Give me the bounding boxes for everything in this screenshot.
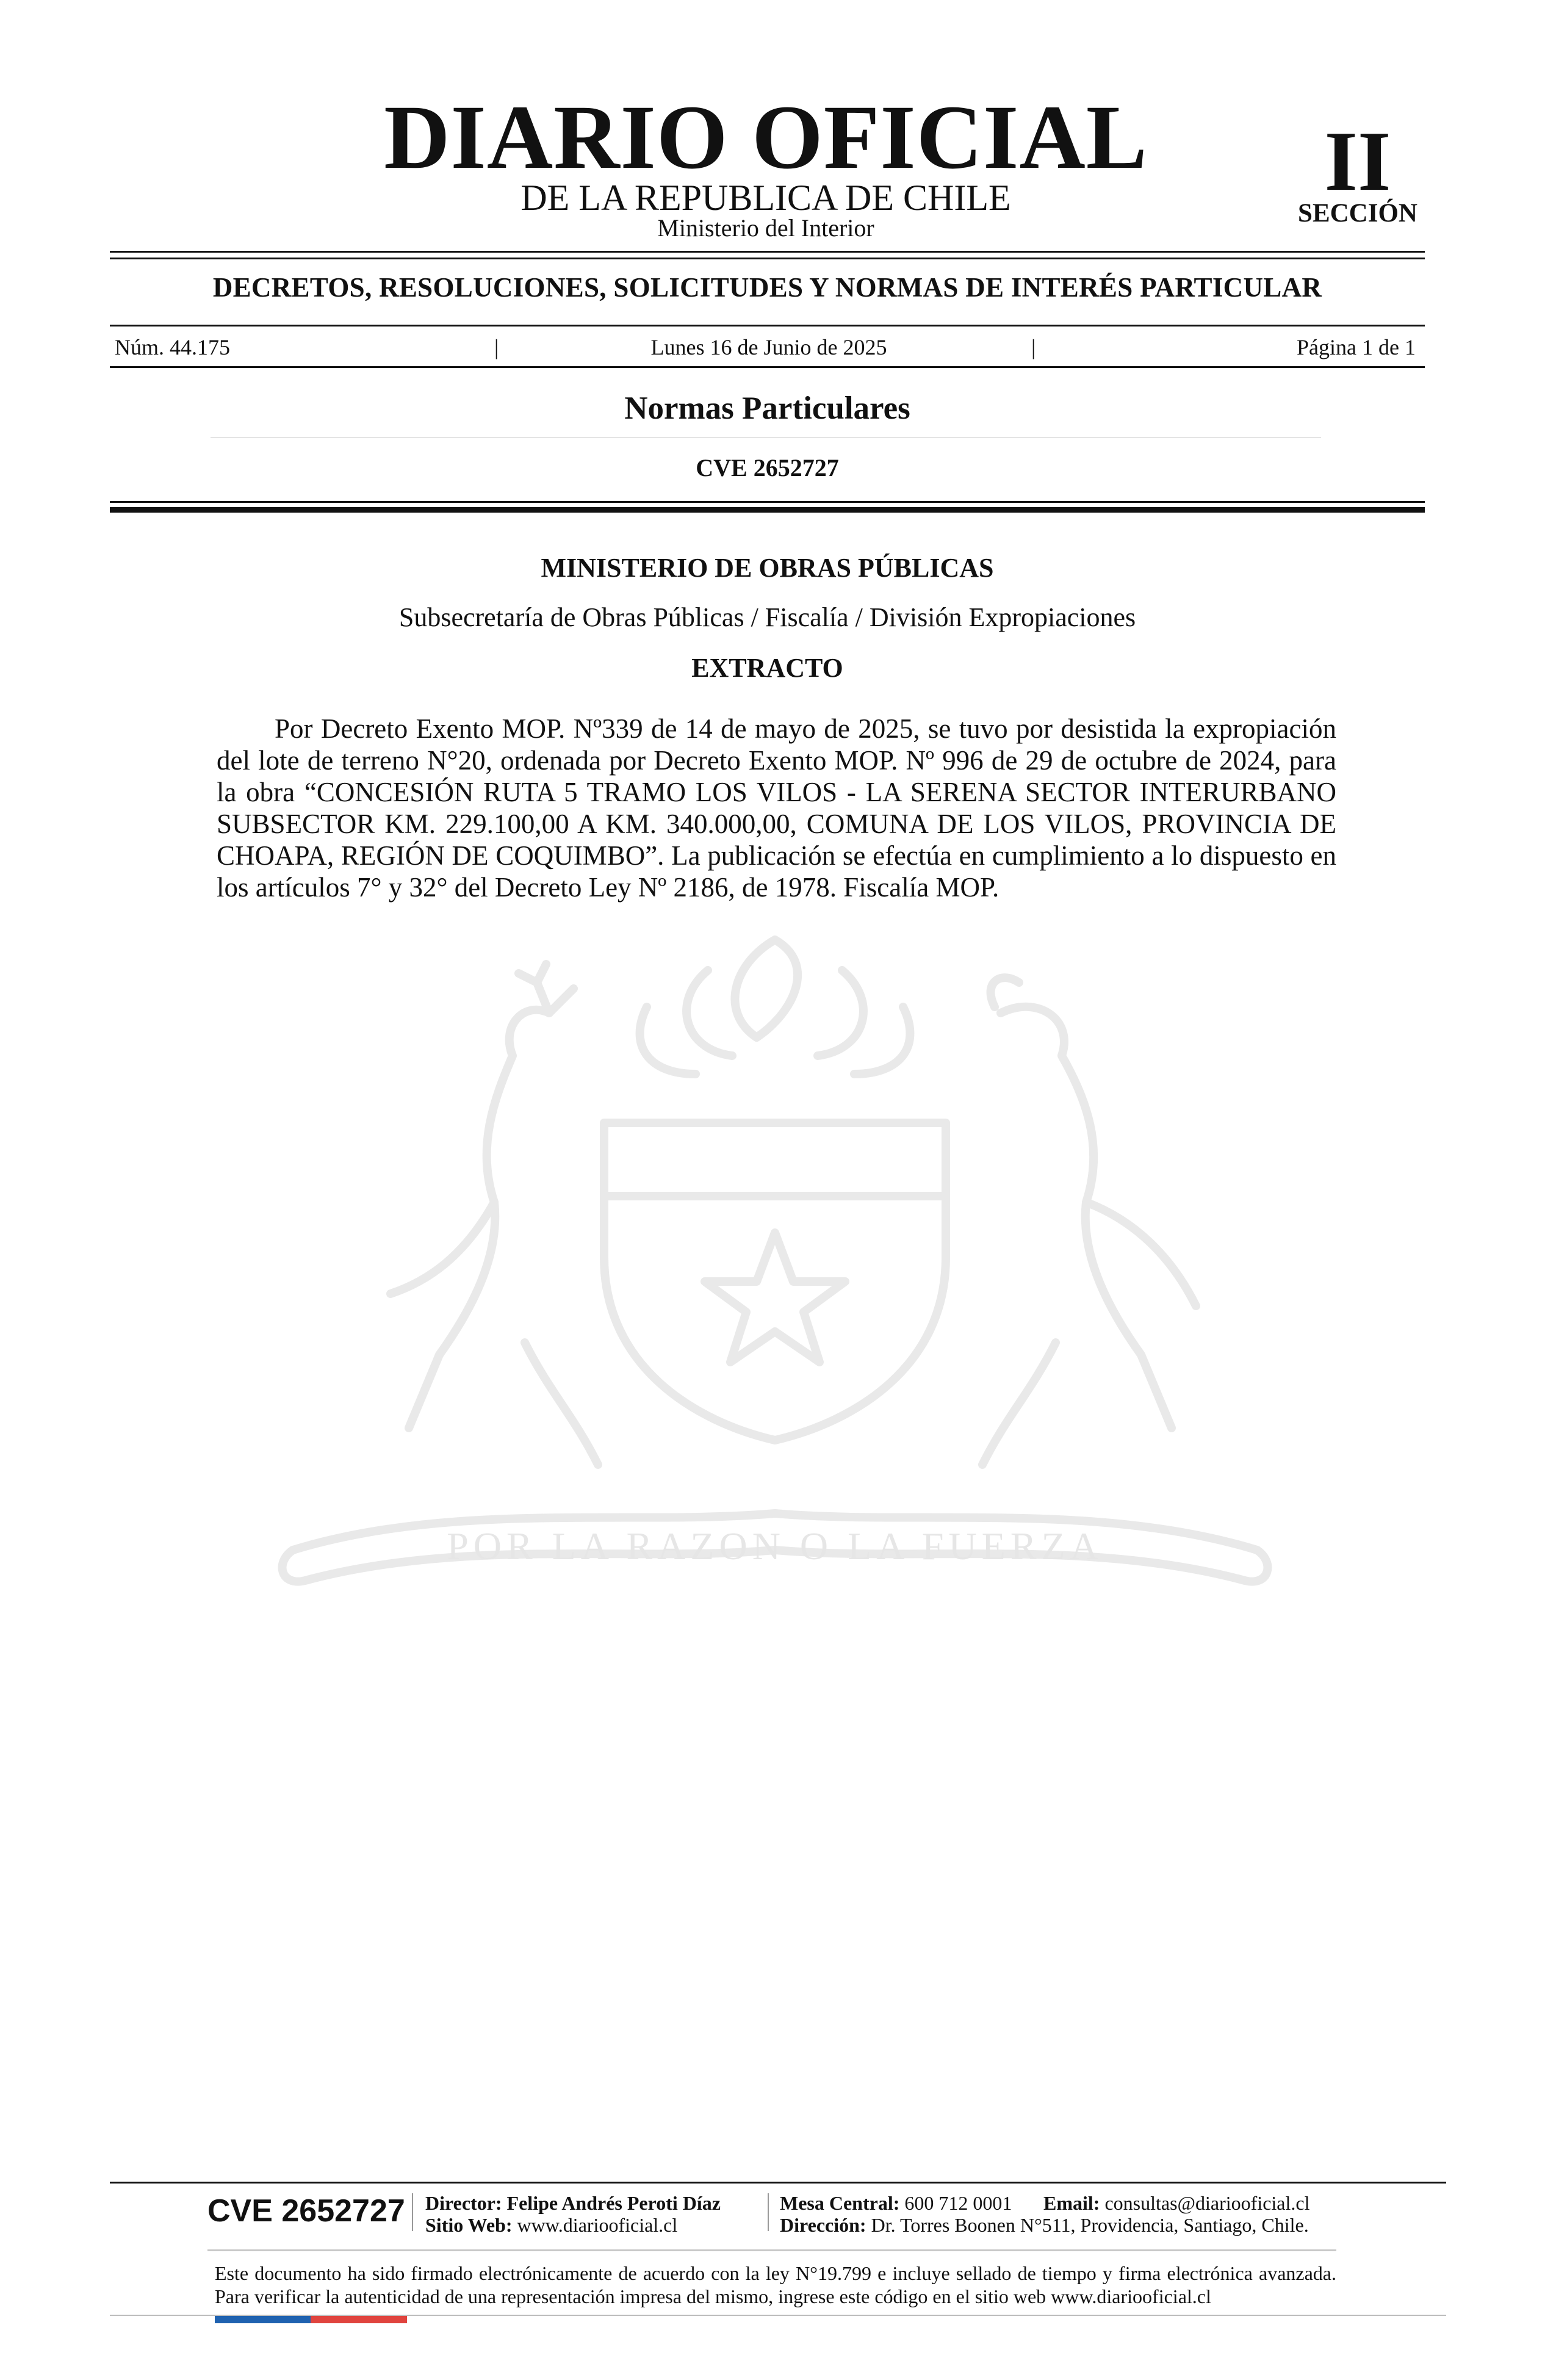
category-title: Normas Particulares [624,391,910,426]
document-type: EXTRACTO [691,653,843,683]
email-link[interactable]: consultas@diariooficial.cl [1104,2192,1310,2214]
footer-cve-code: CVE 2652727 [207,2193,405,2229]
header-rule-top-second [110,258,1425,259]
website-link[interactable]: www.diariooficial.cl [517,2214,678,2236]
coat-of-arms-watermark [207,915,1342,1684]
director-name: Felipe Andrés Peroti Díaz [506,2192,721,2214]
footer-email [1043,2192,1309,2214]
section-label: SECCIÓN [1298,199,1417,228]
issue-page: Página 1 de 1 [1297,335,1416,359]
footer-director [425,2192,721,2214]
footer-rule [110,2182,1446,2183]
ministry-name: Ministerio del Interior [657,214,874,242]
extract-paragraph: Por Decreto Exento MOP. Nº339 de 14 de mayo de 2025, se tuvo por desistida la expropiación del lote de terreno N°20, ordenada por Decreto Exento MOP. Nº 996 de 29 de octubre de 2024, para la obra “CONCESIÓN RUTA 5 TRAMO LOS VILOS - LA SERENA SECTOR INTERURBANO SUBSECTOR KM. 229.100,00 A KM. 340.000,00, COMUNA DE LOS VILOS, PROVINCIA DE CHOAPA, REGIÓN DE COQUIMBO”. La publicación se efectúa en cumplimiento a lo dispuesto en los artículos 7° y 32° del Decreto Ley Nº 2186, de 1978. Fiscalía MOP. [217,713,1336,903]
director-label: Director: [425,2192,502,2214]
agency-name: MINISTERIO DE OBRAS PÚBLICAS [541,553,994,583]
footer-divider [768,2193,769,2231]
issue-separator: | [494,335,499,359]
footer-phone [780,2192,1012,2214]
address-label: Dirección: [780,2214,866,2236]
sub-agency: Subsecretaría de Obras Públicas / Fiscalía / División Expropiaciones [398,602,1136,632]
footer-website [425,2214,677,2236]
footer-divider [412,2193,413,2231]
section-number: II [1324,114,1391,209]
issue-number: Núm. 44.175 [115,335,230,359]
address-value: Dr. Torres Boonen N°511, Providencia, Santiago, Chile. [871,2214,1309,2236]
cve-code: CVE 2652727 [696,454,839,481]
phone-label: Mesa Central: [780,2192,900,2214]
footer-inner-rule [207,2249,1336,2251]
masthead-subtitle: DE LA REPUBLICA DE CHILE [520,178,1011,218]
watermark-motto: POR LA RAZON O LA FUERZA [447,1524,1103,1568]
issue-date: Lunes 16 de Junio de 2025 [650,335,887,359]
cve-rule-thin [110,501,1425,503]
flag-stripe-blue [215,2316,311,2323]
phone-number: 600 712 0001 [904,2192,1012,2214]
section-banner: DECRETOS, RESOLUCIONES, SOLICITUDES Y NORMAS DE INTERÉS PARTICULAR [212,272,1322,303]
cve-rule-thick [110,507,1425,513]
issue-rule [110,366,1425,368]
header-rule-top [110,251,1425,253]
website-label: Sitio Web: [425,2214,513,2236]
category-divider [211,437,1321,438]
email-label: Email: [1043,2192,1100,2214]
masthead: DIARIO OFICIAL [384,87,1148,188]
footer-address [780,2214,1309,2236]
banner-rule-bottom [110,325,1425,326]
flag-stripe-red [311,2316,407,2323]
signature-notice: Este documento ha sido firmado electrónicamente de acuerdo con la ley N°19.799 e incluye sellado de tiempo y firma electrónica avanzada. Para verificar la autenticidad de una representación impresa del mismo, ingrese este código en el sitio web www.diariooficial.cl [215,2262,1336,2307]
issue-separator: | [1031,335,1036,359]
